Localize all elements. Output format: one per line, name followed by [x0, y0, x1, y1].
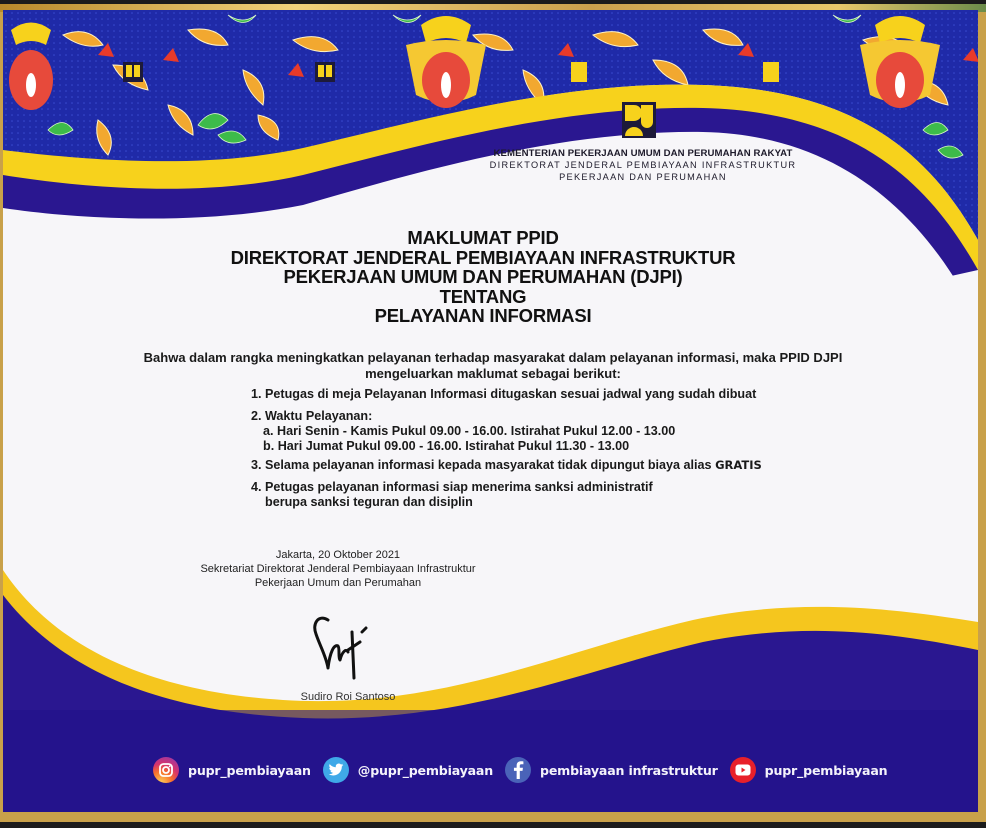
list-item — [251, 458, 891, 473]
place-date: Jakarta, 20 Oktober 2021 — [275, 549, 401, 561]
item-text: 3. Selama pelayanan informasi kepada masyarakat tidak dipungut biaya alias — [251, 458, 716, 472]
office-line2: Pekerjaan Umum dan Perumahan — [254, 577, 422, 589]
instagram-handle: pupr_pembiayaan — [188, 762, 311, 778]
ministry-line1b: DAN PERUMAHAN RAKYAT — [660, 148, 793, 159]
sub-item: b. Hari Jumat Pukul 09.00 - 16.00. Istirahat Pukul 11.30 - 13.00 — [263, 439, 630, 453]
title-line3: PEKERJAAN UMUM DAN PERUMAHAN (DJPI) — [283, 266, 683, 287]
title-line2: DIREKTORAT JENDERAL PEMBIAYAAN INFRASTRUKTUR — [230, 246, 736, 268]
title-line1: MAKLUMAT PPID — [407, 227, 559, 248]
instagram-icon — [153, 757, 179, 783]
intro-paragraph — [63, 350, 923, 382]
item-text: 4. Petugas pelayanan informasi siap menerima sanksi administratif — [251, 480, 653, 494]
sub-item: a. Hari Senin - Kamis Pukul 09.00 - 16.00. Istirahat Pukul 12.00 - 13.00 — [263, 424, 676, 438]
facebook-icon — [505, 757, 531, 783]
social-instagram[interactable] — [153, 757, 311, 783]
youtube-channel: pupr_pembiayaan — [764, 762, 888, 778]
social-facebook[interactable] — [505, 757, 718, 783]
signature-image — [308, 612, 378, 682]
signer-name: Sudiro Roi Santoso — [300, 691, 396, 703]
item-text: 1. Petugas di meja Pelayanan Informasi ditugaskan sesuai jadwal yang sudah dibuat — [251, 387, 757, 401]
ministry-line3: PEKERJAAN DAN PERUMAHAN — [559, 172, 727, 182]
facebook-page: pembiayaan infrastruktur — [540, 762, 718, 778]
list-item — [251, 387, 891, 402]
list-item — [251, 409, 891, 454]
photo-bottom-edge — [0, 822, 986, 828]
social-twitter[interactable] — [323, 757, 493, 783]
intro-line2: mengeluarkan maklumat sebagai berikut: — [365, 366, 621, 381]
item-text: 2. Waktu Pelayanan: — [251, 409, 373, 423]
pupr-logo-icon — [622, 102, 656, 138]
signature-block — [163, 548, 513, 590]
office-line1: Sekretariat Direktorat Jenderal Pembiayaan Infrastruktur — [200, 563, 476, 575]
maklumat-poster — [3, 10, 978, 812]
social-media-bar — [153, 756, 891, 784]
gratis-emphasis: GRATIS — [715, 458, 762, 472]
title-line4: TENTANG — [439, 285, 527, 307]
list-item — [251, 480, 891, 510]
intro-line1: Bahwa dalam rangka meningkatkan pelayanan terhadap masyarakat dalam pelayanan informasi, maka PPID DJPI — [143, 350, 843, 365]
twitter-icon — [323, 757, 349, 783]
page-title — [183, 228, 783, 326]
ministry-line1a: KEMENTERIAN PEKERJAAN UMUM — [493, 148, 661, 159]
item-continuation: berupa sanksi teguran dan disiplin — [265, 495, 473, 509]
title-line5: PELAYANAN INFORMASI — [374, 305, 592, 326]
ministry-line2: DIREKTORAT JENDERAL PEMBIAYAAN INFRASTRUKTUR — [489, 160, 797, 170]
youtube-icon — [730, 757, 756, 783]
ministry-header — [473, 148, 813, 183]
maklumat-list — [251, 387, 891, 517]
twitter-handle: @pupr_pembiayaan — [357, 762, 493, 778]
social-youtube[interactable] — [730, 757, 888, 783]
